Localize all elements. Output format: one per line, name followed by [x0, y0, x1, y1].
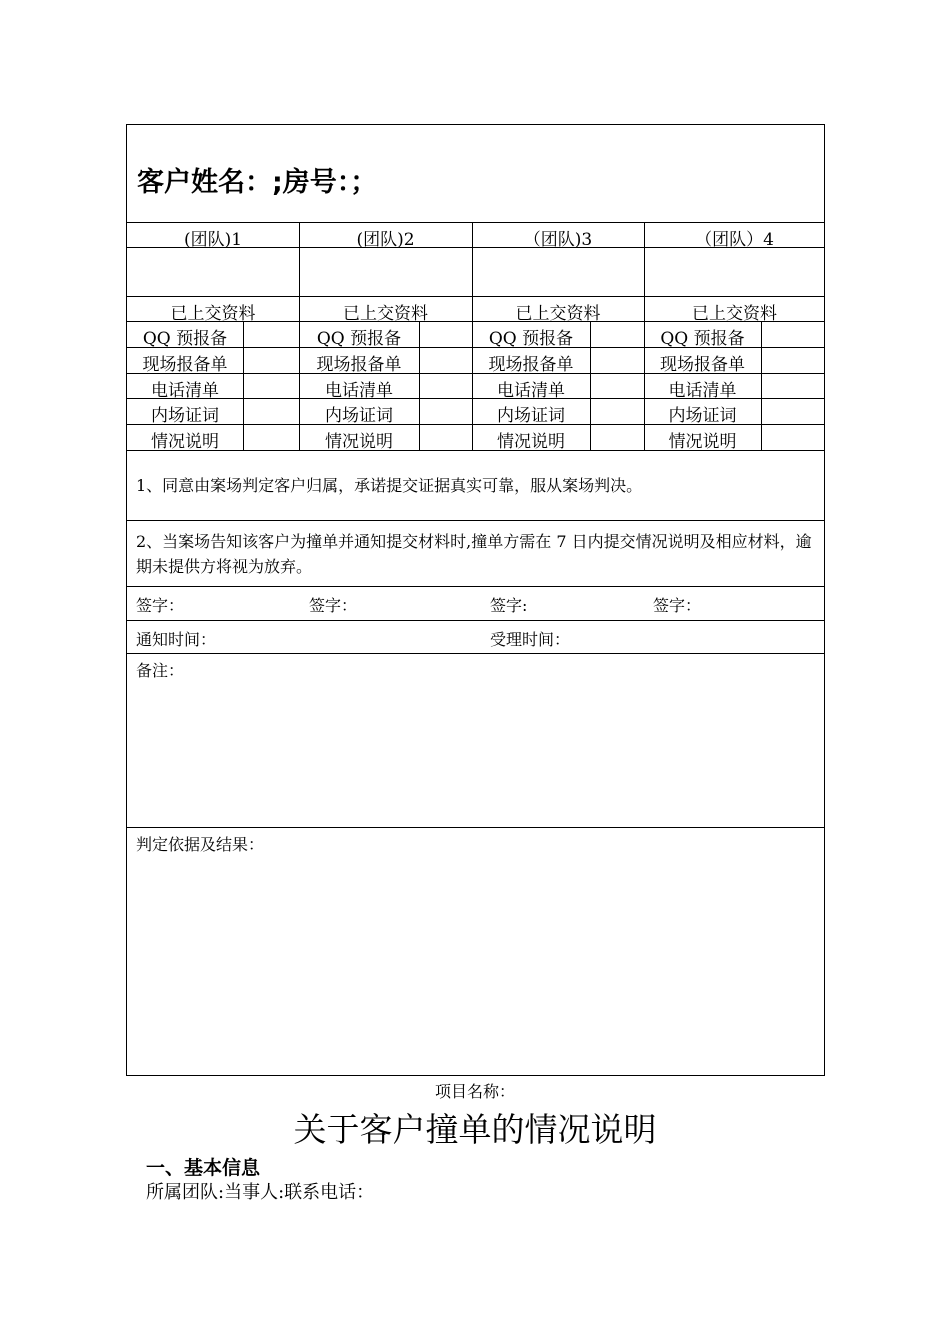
material-item: 电话清单	[497, 381, 565, 401]
submitted-label: 已上交资料	[515, 304, 601, 324]
material-item: 情况说明	[325, 432, 393, 452]
material-item: 现场报备单	[142, 355, 228, 375]
material-item: 内场证词	[325, 406, 393, 426]
material-item: 情况说明	[151, 432, 219, 452]
team-header: (团队)2	[356, 230, 415, 250]
material-item: 现场报备单	[488, 355, 574, 375]
check-column-divider	[243, 321, 244, 450]
team-header: （团队)3	[523, 230, 593, 250]
signature-label: 签字：	[136, 596, 185, 615]
divider	[127, 296, 824, 297]
material-item: 内场证词	[668, 406, 737, 426]
material-item: 内场证词	[151, 406, 219, 426]
material-item: 情况说明	[668, 432, 737, 452]
remarks-label: 备注：	[136, 661, 185, 680]
team-header: (团队)1	[183, 230, 243, 250]
material-item: 现场报备单	[660, 355, 745, 375]
collision-form-table	[126, 124, 825, 1076]
accept-time-label: 受理时间：	[490, 630, 571, 649]
material-item: QQ 预报备	[660, 329, 745, 349]
material-item: 电话清单	[151, 381, 219, 401]
material-item: 电话清单	[325, 381, 393, 401]
check-column-divider	[761, 321, 762, 450]
material-item: 电话清单	[668, 381, 737, 401]
material-item: QQ 预报备	[142, 329, 228, 349]
clause-2: 2、当案场告知该客户为撞单并通知提交材料时,撞单方需在 7 日内提交情况说明及相应材料，逾期未提供方将视为放弃。	[136, 532, 812, 576]
check-column-divider	[590, 321, 591, 450]
divider	[127, 653, 824, 654]
customer-header: 客户姓名：;房号：；	[137, 167, 378, 198]
project-name-label: 项目名称：	[434, 1082, 515, 1101]
document-title: 关于客户撞单的情况说明	[293, 1110, 657, 1149]
material-item: 现场报备单	[316, 355, 402, 375]
check-column-divider	[419, 321, 420, 450]
divider	[127, 620, 824, 621]
signature-label: 签字：	[653, 596, 702, 615]
submitted-label: 已上交资料	[170, 304, 256, 324]
clause-1: 1、同意由案场判定客户归属，承诺提交证据真实可靠，服从案场判决。	[136, 476, 643, 495]
section-heading: 一、基本信息	[146, 1157, 261, 1179]
basic-info-line: 所属团队:当事人:联系电话：	[146, 1182, 375, 1203]
signature-label: 签字:	[490, 596, 528, 615]
verdict-label: 判定依据及结果：	[136, 835, 265, 854]
signature-label: 签字：	[309, 596, 358, 615]
submitted-label: 已上交资料	[343, 304, 428, 324]
divider	[127, 520, 824, 521]
divider	[127, 827, 824, 828]
submitted-label: 已上交资料	[692, 304, 777, 324]
material-item: QQ 预报备	[316, 329, 402, 349]
notify-time-label: 通知时间：	[136, 630, 217, 649]
divider	[127, 586, 824, 587]
material-item: 内场证词	[497, 406, 565, 426]
team-header: （团队）4	[695, 230, 774, 250]
divider	[127, 222, 824, 223]
material-item: 情况说明	[497, 432, 565, 452]
material-item: QQ 预报备	[488, 329, 574, 349]
